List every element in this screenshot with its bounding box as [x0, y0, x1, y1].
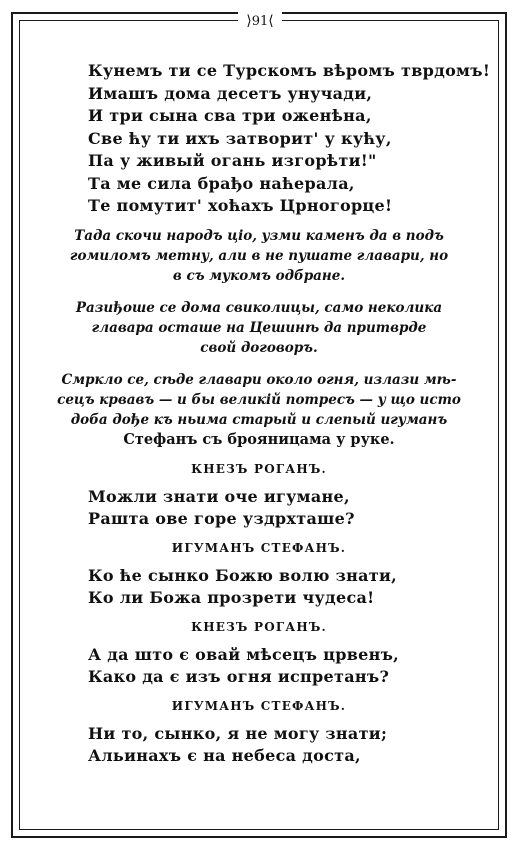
prose-line: Разиђоше се дома свиколицы, само неколика: [75, 299, 443, 316]
dialogue-verse: [88, 644, 490, 689]
verse-line: Све ћу ти ихъ затворит' у кућу,: [88, 128, 392, 148]
dialogue-block: [28, 620, 490, 689]
speaker-heading: ИГУМАНЪ СТЕФАНЪ.: [171, 698, 347, 713]
ornament-right: ⟨: [268, 13, 274, 29]
prose-paragraph-3: [38, 370, 480, 450]
prose-line: главара осташе на Цешинѣ да притврде: [91, 319, 427, 336]
prose-line: Тада скочи народъ ціо, узми каменъ да в подъ: [74, 227, 444, 244]
verse-line: Альинахъ є на небеса доста,: [88, 746, 361, 765]
dialogue-block: [28, 541, 490, 610]
prose-line: сецъ крвавъ — и бы великій потресъ — у що исто: [57, 391, 461, 408]
dialogue-block: [28, 699, 490, 768]
prose-line: доба дође къ ньима старый и слепый игуманъ: [70, 411, 448, 428]
speaker-heading: ИГУМАНЪ СТЕФАНЪ.: [171, 540, 347, 555]
verse-line: Па у живый огань изгорѣти!": [88, 151, 377, 170]
dialogue-verse: [88, 565, 490, 610]
prose-line: Смркло се, сѣде главари около огня, излази мѣ-: [61, 371, 457, 388]
verse-line: Можли знати оче игумане,: [88, 486, 350, 506]
dialogue-block: [28, 462, 490, 531]
verse-line: Ко ће сынко Божю волю знати,: [88, 565, 398, 585]
dialogue-verse: [88, 723, 490, 768]
speaker-heading: КНЕЗЪ РОГАНЪ.: [191, 461, 327, 476]
verse-line: Имашъ дома десетъ унучади,: [88, 83, 373, 103]
verse-line: Рашта ове горе уздрхташе?: [88, 509, 355, 528]
verse-line: А да што є овай мѣсецъ црвенъ,: [88, 644, 400, 664]
prose-paragraph-2: [38, 298, 480, 358]
verse-line: Та ме сила брађо наћерала,: [88, 173, 355, 193]
verse-line: Ко ли Божа прозрети чудеса!: [88, 588, 375, 607]
dialogue-verse: [88, 486, 490, 531]
verse-line: Кунемъ ти се Турскомъ вѣромъ тврдомъ!: [88, 61, 491, 80]
prose-line: Стефанъ съ брояницама у руке.: [123, 430, 395, 448]
ornament-left: ⟩: [246, 13, 252, 29]
prose-line: свой договоръ.: [200, 339, 318, 356]
prose-paragraph-1: [38, 226, 480, 286]
verse-line: Како да є изъ огня испретанъ?: [88, 667, 390, 686]
page-number-text: 91: [251, 14, 269, 29]
page-content: [28, 60, 490, 778]
verse-line: Ни то, сынко, я не могу знати;: [88, 723, 388, 743]
opening-verse: [88, 60, 490, 218]
verse-line: Те помутит' хоћахъ Црногорце!: [88, 196, 393, 215]
prose-line: гомиломъ метну, али в не пушате главари, но: [69, 247, 449, 264]
verse-line: И три сына сва три оженѣна,: [88, 106, 372, 125]
prose-line: в съ мукомъ одбране.: [172, 267, 346, 284]
page-number: [238, 10, 282, 32]
speaker-heading: КНЕЗЪ РОГАНЪ.: [191, 619, 327, 634]
